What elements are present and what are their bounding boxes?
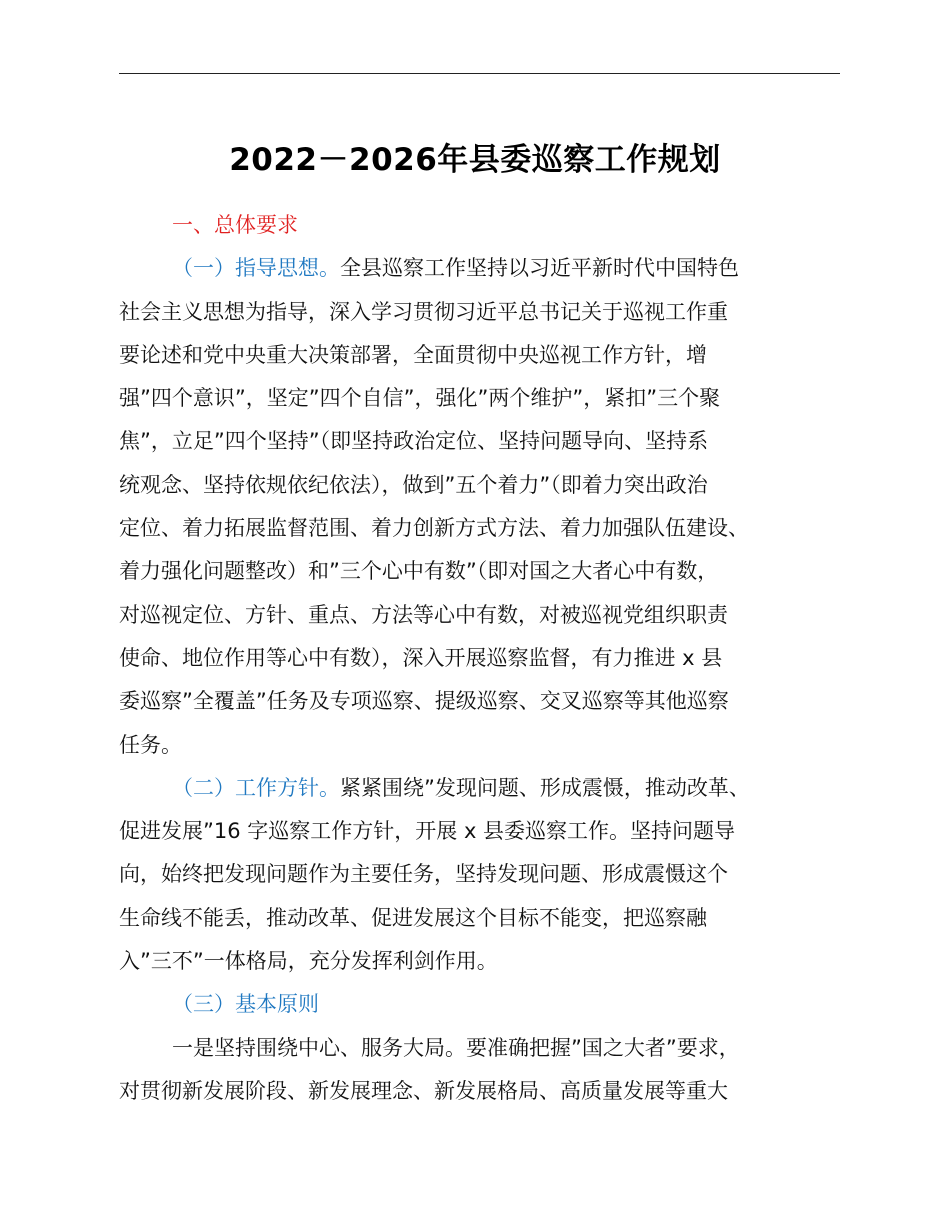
paragraph-line: 使命、地位作用等心中有数），深入开展巡察监督，有力推进 x 县 xyxy=(119,645,723,670)
paragraph-line: 对巡视定位、方针、重点、方法等心中有数，对被巡视党组织职责 xyxy=(119,602,728,627)
paragraph-line: 统观念、坚持依规依纪依法），做到”五个着力”（即着力突出政治 xyxy=(119,472,708,497)
section-heading: 一、总体要求 xyxy=(172,213,298,237)
subsection-heading: （三）基本原则 xyxy=(172,992,319,1017)
document-title: 2022－2026年县委巡察工作规划 xyxy=(229,142,721,178)
paragraph-line: 一是坚持围绕中心、服务大局。要准确把握”国之大者”要求， xyxy=(172,1035,740,1060)
paragraph-line: 要论述和党中央重大决策部署，全面贯彻中央巡视工作方针，增 xyxy=(119,342,707,367)
subsection-heading: （一）指导思想。 xyxy=(172,256,340,281)
paragraph-line: 定位、着力拓展监督范围、着力创新方式方法、着力加强队伍建设、 xyxy=(119,516,749,541)
paragraph-line: 生命线不能丢，推动改革、促进发展这个目标不能变，把巡察融 xyxy=(119,905,707,930)
paragraph-line: 焦”，立足”四个坚持”（即坚持政治定位、坚持问题导向、坚持系 xyxy=(119,429,709,454)
paragraph-line: 向，始终把发现问题作为主要任务，坚持发现问题、形成震慑这个 xyxy=(119,862,728,887)
paragraph-line: 促进发展”16 字巡察工作方针，开展 x 县委巡察工作。坚持问题导 xyxy=(119,819,736,844)
paragraph-line: 对贯彻新发展阶段、新发展理念、新发展格局、高质量发展等重大 xyxy=(119,1078,728,1103)
header-rule xyxy=(119,73,840,74)
paragraph-line: 强”四个意识”，坚定”四个自信”，强化”两个维护”，紧扣”三个聚 xyxy=(119,386,721,411)
paragraph-line: 委巡察”全覆盖”任务及专项巡察、提级巡察、交叉巡察等其他巡察 xyxy=(119,689,729,714)
subsection-heading: （二）工作方针。 xyxy=(172,775,340,800)
paragraph-text: 紧紧围绕”发现问题、形成震慑，推动改革、 xyxy=(340,775,750,800)
paragraph-line: 入”三不”一体格局，充分发挥利剑作用。 xyxy=(119,949,498,974)
document-body xyxy=(119,204,840,1113)
paragraph-line: 社会主义思想为指导，深入学习贯彻习近平总书记关于巡视工作重 xyxy=(119,299,728,324)
paragraph-text: 全县巡察工作坚持以习近平新时代中国特色 xyxy=(340,256,739,281)
paragraph-line xyxy=(119,247,840,290)
paragraph-line: 着力强化问题整改）和”三个心中有数”（即对国之大者心中有数， xyxy=(119,559,719,584)
paragraph-line: 任务。 xyxy=(119,732,182,757)
paragraph-line xyxy=(119,767,840,810)
